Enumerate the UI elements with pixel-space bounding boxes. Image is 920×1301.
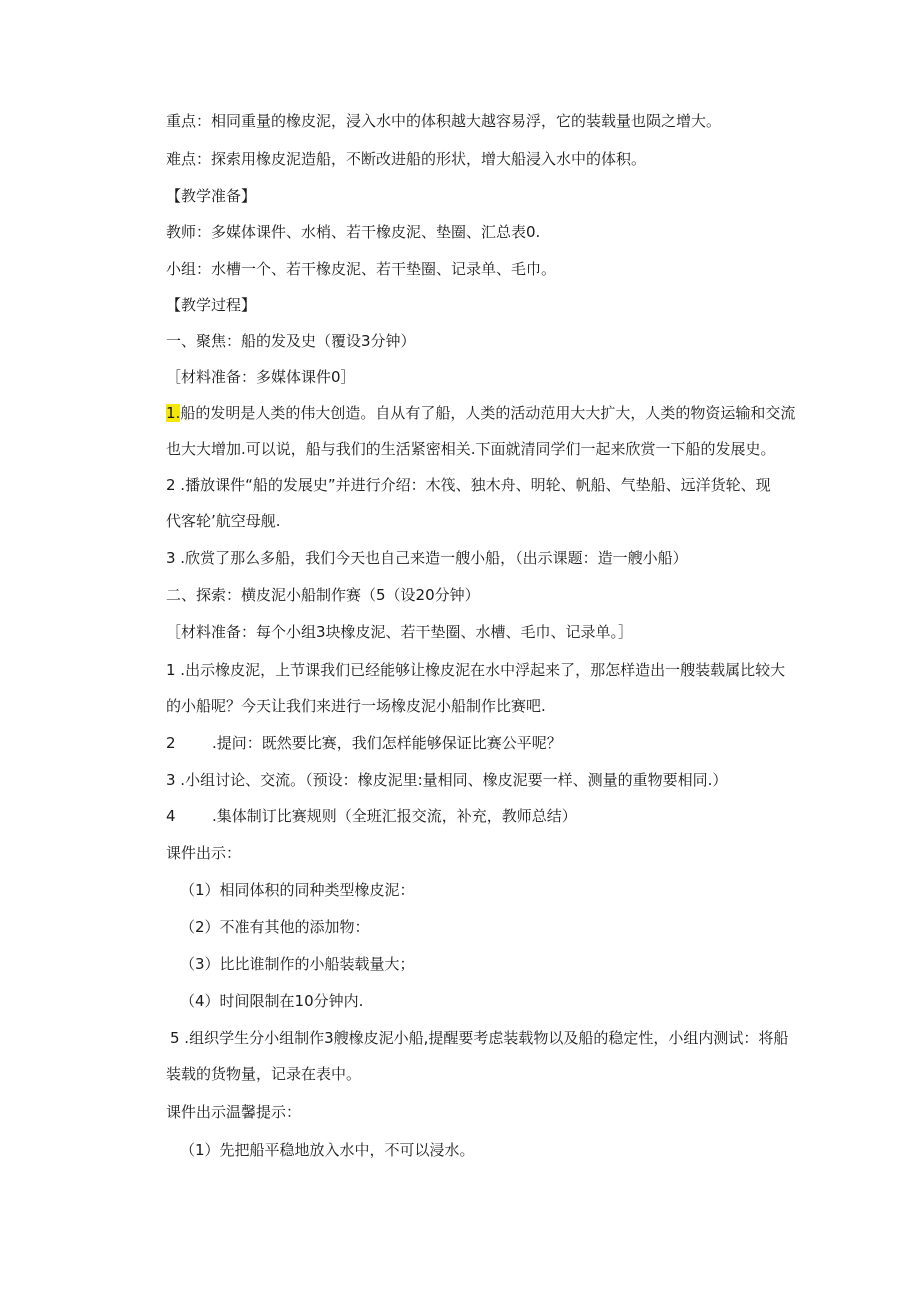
difficult-point-line: 难点：探索用橡皮泥造船，不断改进船的形状，增大船浸入水中的体积。 xyxy=(166,150,647,168)
list-item-2: 2 .播放课件“船的发展史”并进行介绍：木筏、独木舟、明轮、帆船、气垫船、远洋货轮、现 xyxy=(166,476,771,494)
step-4-text: .集体制订比赛规则（全班汇报交流，补充，教师总结） xyxy=(212,807,577,825)
part-one-materials: ［材料准备：多媒体课件0］ xyxy=(166,368,356,386)
list-item-1-text: 船的发明是人类的伟大创造。自从有了船，人类的活动范用大大扩大，人类的物资运输和交流 xyxy=(180,404,796,422)
step-2-text: .提问：既然要比赛，我们怎样能够保证比赛公平呢？ xyxy=(212,734,562,752)
teacher-materials-line: 教师：多媒体课件、水梢、若干橡皮泥、垫圈、汇总表0. xyxy=(166,223,541,241)
part-two-heading: 二、探索：横皮泥小船制作赛（5（设20分钟） xyxy=(166,586,480,604)
list-item-1-continued: 也大大增加.可以说，船与我们的生活紧密相关.下面就清同学们一起来欣赏一下船的发展史。 xyxy=(166,440,776,458)
key-point-line: 重点：相同重量的橡皮泥，浸入水中的体积越大越容易浮，它的装载量也陨之增大。 xyxy=(166,112,722,130)
rule-2: （2）不准有其他的添加物： xyxy=(180,918,370,936)
section-heading-process: 【教学过程】 xyxy=(166,296,257,314)
step-2-number: 2 xyxy=(166,734,176,752)
step-1: 1 .出示橡皮泥，上节课我们已经能够让橡皮泥在水中浮起来了，那怎样造出一艘装载属比较大 xyxy=(166,661,786,679)
highlighted-number: 1. xyxy=(166,404,181,422)
tip-1: （1）先把船平稳地放入水中，不可以浸水。 xyxy=(180,1141,475,1159)
part-two-materials: ［材料准备：每个小组3块橡皮泥、若干垫圈、水槽、毛巾、记录单。］ xyxy=(166,623,634,641)
group-materials-line: 小组：水槽一个、若干橡皮泥、若干垫圈、记录单、毛巾。 xyxy=(166,260,557,278)
list-item-1 xyxy=(166,403,795,423)
step-5-continued: 装载的货物量，记录在表中。 xyxy=(166,1065,362,1083)
section-heading-preparation: 【教学准备】 xyxy=(166,187,257,205)
part-one-heading: 一、聚焦：船的发及史（覆设3分钟） xyxy=(166,332,416,350)
step-5: 5 .组织学生分小组制作3艘橡皮泥小船,提醒要考虑装载物以及船的稳定性，小组内测试：将船 xyxy=(170,1029,789,1047)
step-3: 3 .小组讨论、交流。（预设：橡皮泥里:量相同、橡皮泥要一样、测量的重物要相同.） xyxy=(166,771,728,789)
rule-3: （3）比比谁制作的小船装载量大； xyxy=(180,955,415,973)
tips-label: 课件出示温馨提示： xyxy=(166,1103,302,1121)
rule-1: （1）相同体积的同种类型橡皮泥： xyxy=(180,881,415,899)
list-item-3: 3 .欣赏了那么多船，我们今天也自己来造一艘小船，（出示课题：造一艘小船） xyxy=(166,549,688,567)
rule-4: （4）时间限制在10分钟内. xyxy=(180,992,364,1010)
list-item-2-continued: 代客轮’航空母舰. xyxy=(166,512,281,530)
courseware-label: 课件出示： xyxy=(166,844,242,862)
step-1-continued: 的小船呢？今天让我们来进行一场橡皮泥小船制作比赛吧. xyxy=(166,697,546,715)
step-4-number: 4 xyxy=(166,807,176,825)
